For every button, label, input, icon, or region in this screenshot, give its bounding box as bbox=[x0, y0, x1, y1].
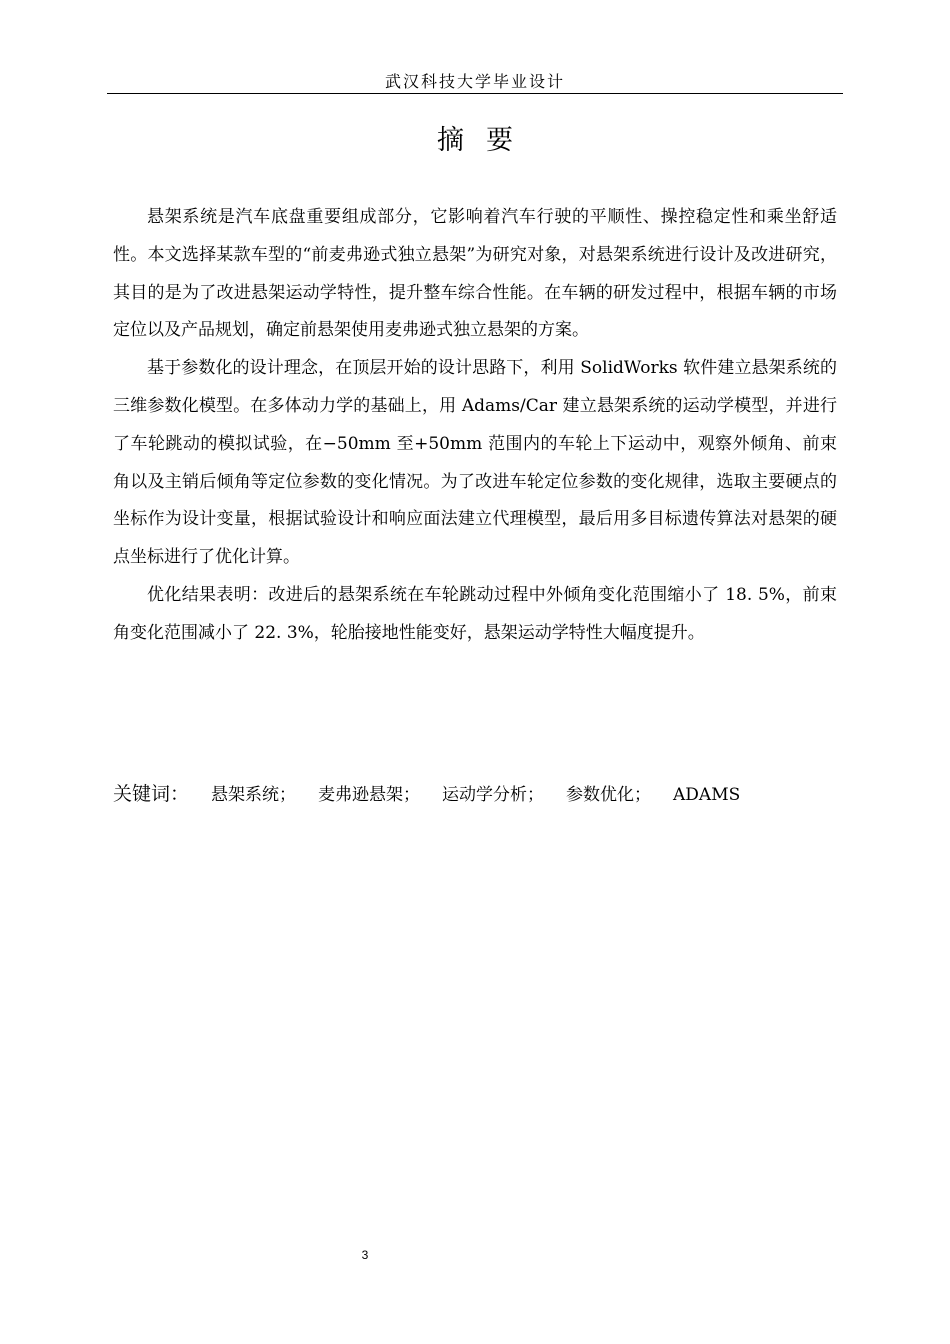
keyword-item: 运动学分析； bbox=[442, 785, 545, 805]
page-number: 3 bbox=[361, 1248, 369, 1262]
header-rule bbox=[107, 93, 843, 94]
abstract-body bbox=[113, 199, 837, 653]
keyword-item: 参数优化； bbox=[566, 785, 652, 805]
running-header: 武汉科技大学毕业设计 bbox=[384, 72, 565, 91]
page-title: 摘要 bbox=[437, 125, 535, 156]
keyword-item: 麦弗逊悬架； bbox=[318, 785, 421, 805]
keyword-item: 悬架系统； bbox=[211, 785, 297, 805]
keywords-label: 关键词： bbox=[113, 783, 190, 805]
abstract-paragraph-1: 悬架系统是汽车底盘重要组成部分，它影响着汽车行驶的平顺性、操控稳定性和乘坐舒适性。本文选择某款车型的“前麦弗逊式独立悬架”为研究对象，对悬架系统进行设计及改进研究，其目的是为了改进悬架运动学特性，提升整车综合性能。在车辆的研发过程中，根据车辆的市场定位以及产品规划，确定前悬架使用麦弗逊式独立悬架的方案。 bbox=[113, 207, 837, 341]
keyword-item: ADAMS bbox=[673, 785, 741, 805]
abstract-paragraph-3: 优化结果表明：改进后的悬架系统在车轮跳动过程中外倾角变化范围缩小了 18. 5%，前束角变化范围减小了 22. 3%，轮胎接地性能变好，悬架运动学特性大幅度提升。 bbox=[113, 584, 837, 643]
keywords-line bbox=[113, 778, 837, 811]
abstract-paragraph-2: 基于参数化的设计理念，在顶层开始的设计思路下，利用 SolidWorks 软件建立悬架系统的三维参数化模型。在多体动力学的基础上，用 Adams/Car 建立悬架系统的运动学模型，并进行了车轮跳动的模拟试验，在−50mm 至+50mm 范围内的车轮上下运动中，观察外倾角、前束角以及主销后倾角等定位参数的变化情况。为了改进车轮定位参数的变化规律，选取主要硬点的坐标作为设计变量，根据试验设计和响应面法建立代理模型，最后用多目标遗传算法对悬架的硬点坐标进行了优化计算。 bbox=[113, 358, 837, 568]
